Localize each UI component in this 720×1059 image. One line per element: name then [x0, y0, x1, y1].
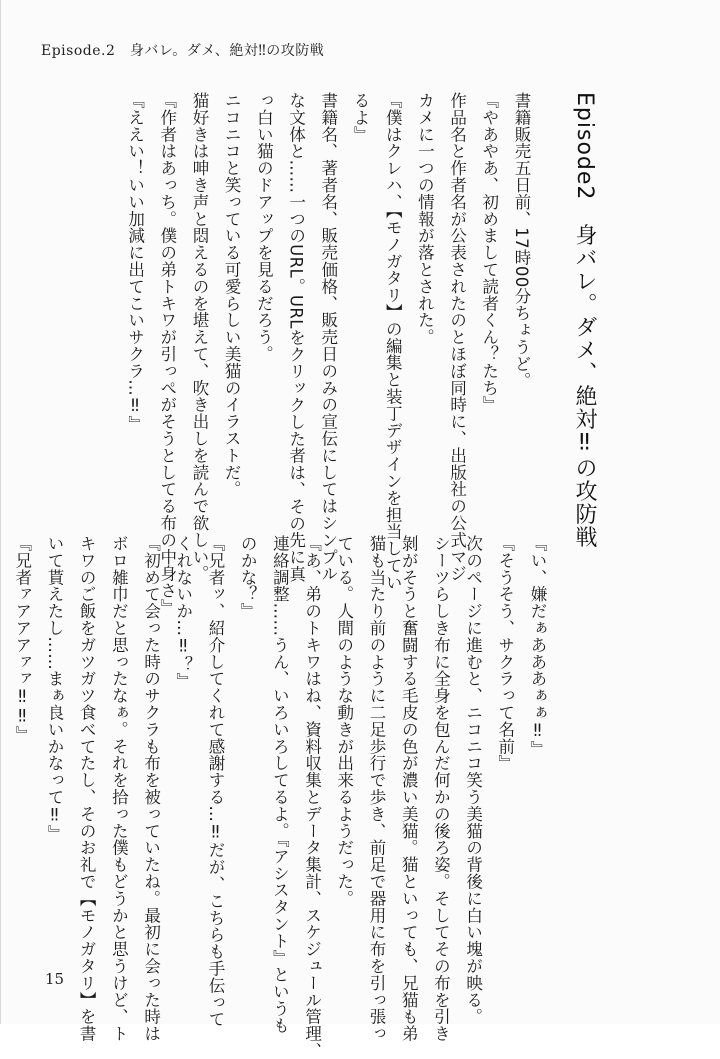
- text-line: 『あ、弟のトキワはね、資料収集とデータ集計、スケジュール管理、: [302, 535, 322, 1059]
- running-head: Episode.2 身バレ。ダメ、絶対‼の攻防戦: [41, 43, 325, 59]
- text-line: シーツらしき布に全身を包んだ何かの後ろ姿。そしてその布を引き: [431, 535, 451, 1042]
- text-line: 『僕はクレハ、【モノガタリ】の編集と装丁デザインを担当してい: [383, 92, 403, 591]
- text-line: 『い、嫌だぁあああぁぁ‼』: [528, 535, 547, 758]
- text-line: 『初めて会った時のサクラも布を被っていたね。最初に会った時は: [141, 535, 161, 1042]
- text-line: ボロ雑巾だと思ったなぁ。それを拾った僕もどうかと思うけど、ト: [109, 535, 129, 1042]
- text-line: 剝がそうと奮闘する毛皮の色が濃い美猫。猫といっても、兄猫も弟: [399, 535, 419, 1042]
- text-line: っ白い猫のドアップを見るだろう。: [254, 92, 274, 363]
- text-line: 『ええい！いい加減に出てこいサクラ…‼』: [125, 92, 145, 433]
- text-line: 猫も当たり前のように二足歩行で歩き、前足で器用に布を引っ張っ: [366, 535, 386, 1042]
- text-line: ている。人間のような動きが出来るようだった。: [334, 535, 354, 907]
- text-line: キワのご飯をガツガツ食べてたし、そのお礼で【モノガタリ】を書: [77, 535, 97, 1042]
- text-line: 『兄者ッ、紹介してくれて感謝する…‼だが、こちらも手伝って: [205, 535, 225, 1028]
- text-line: な文体と……一つのURL。URLをクリックした者は、その先に真: [286, 92, 306, 583]
- text-line: 次のページに進むと、ニコニコ笑う美猫の背後に白い塊が映る。: [463, 535, 483, 1026]
- text-line: 『やあやあ、初めまして読者くん？たち』: [479, 92, 499, 414]
- text-line: のかな？』: [238, 535, 258, 620]
- text-line: 書籍販売五日前、17時00分ちょうど。: [512, 92, 531, 390]
- text-line: 作品名と作者名が公表されたのとほぼ同時に、出版社の公式マジ: [447, 92, 467, 583]
- text-line: 『兄者ァアアアァァ‼‼』: [12, 535, 32, 743]
- text-line: るよ』: [350, 92, 370, 143]
- text-line: 猫好きは呻き声と悶えるのを堪えて、吹き出しを読んで欲しい。: [189, 92, 209, 583]
- text-line: 『そうそう、サクラって名前』: [495, 535, 515, 772]
- page-number: 15: [45, 970, 65, 988]
- text-line: 連絡調整……うん、いろいろしてるよ。『アシスタント』というも: [270, 535, 290, 1034]
- text-line: くれないか…‼？』: [173, 535, 193, 690]
- text-line: 『作者はあっち。僕の弟トキワが引っぺがそうとしてる布の中身さ』: [157, 92, 177, 616]
- text-line: 書籍名、著者名、販売価格、販売日のみの宣伝にしてはシンプル: [318, 92, 338, 583]
- text-line: ニコニコと笑っている可愛らしい美猫のイラストだ。: [222, 92, 242, 498]
- text-line: カメに一つの情報が落とされた。: [415, 92, 435, 346]
- chapter-title: Episode2 身バレ。ダメ、絶対‼の攻防戦: [572, 92, 597, 549]
- text-line: いて貰えたし……まぁ良いかなって‼』: [44, 535, 64, 842]
